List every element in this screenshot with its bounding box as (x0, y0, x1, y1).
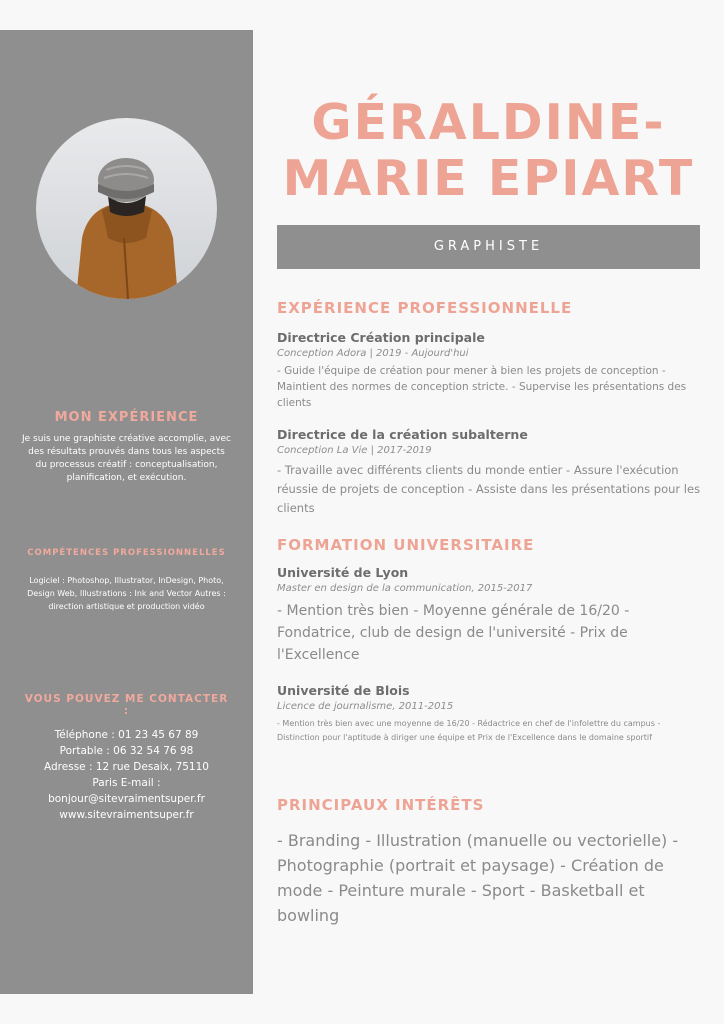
contact-phone: Téléphone : 01 23 45 67 89 (54, 729, 199, 741)
sidebar-skills (22, 548, 231, 613)
interests-section-title: PRINCIPAUX INTÉRÊTS (277, 796, 485, 814)
job-role: Directrice de la création subalterne (277, 427, 528, 442)
job-description: - Guide l'équipe de création pour mener à bien les projets de conception - Maintient des normes de conception stricte. - Supervise les présentations des clients (277, 365, 687, 409)
contact-address-email: Adresse : 12 rue Desaix, 75110 Paris E-mail : bonjour@sitevraimentsuper.fr (44, 761, 209, 805)
name-line-1: GÉRALDINE- (311, 94, 666, 151)
job-title-bar: GRAPHISTE (277, 225, 700, 269)
school-meta: Master en design de la communication, 2015-2017 (277, 583, 533, 594)
contact-website: www.sitevraimentsuper.fr (59, 809, 194, 821)
job-entry (277, 427, 702, 518)
interests-text: - Branding - Illustration (manuelle ou vectorielle) - Photographie (portrait et paysage) - Création de mode - Peinture murale - Sport - Basketball et bowling (277, 831, 679, 925)
school-description: - Mention très bien avec une moyenne de 16/20 - Rédactrice en chef de l'infolettre du campus - Distinction pour l'aptitude à diriger une équipe et Prix de l'Excellence dans le domaine sportif (277, 719, 661, 742)
education-entry (277, 565, 702, 666)
sidebar-contact (22, 693, 231, 823)
sidebar-skills-text: Logiciel : Photoshop, Illustrator, InDesign, Photo, Design Web, Illustrations : Ink and Vector Autres : direction artistique et production vidéo (27, 576, 226, 611)
school-meta: Licence de journalisme, 2011-2015 (277, 701, 454, 712)
job-description: - Travaille avec différents clients du monde entier - Assure l'exécution réussie de projets de conception - Assiste dans les présentations pour les clients (277, 463, 701, 515)
job-role: Directrice Création principale (277, 330, 485, 345)
job-meta: Conception Adora | 2019 - Aujourd'hui (277, 348, 469, 359)
sidebar-skills-title: COMPÉTENCES PROFESSIONNELLES (27, 548, 226, 558)
education-section-title: FORMATION UNIVERSITAIRE (277, 536, 535, 554)
job-entry (277, 330, 702, 411)
job-meta: Conception La Vie | 2017-2019 (277, 445, 432, 456)
sidebar-experience (22, 410, 231, 485)
sidebar-experience-text: Je suis une graphiste créative accomplie, avec des résultats prouvés dans tous les aspects du processus créatif : conceptualisation, planification, et exécution. (22, 434, 232, 483)
experience-section-title: EXPÉRIENCE PROFESSIONNELLE (277, 299, 573, 317)
school-description: - Mention très bien - Moyenne générale de 16/20 - Fondatrice, club de design de l'université - Prix de l'Excellence (277, 603, 630, 663)
sidebar (0, 30, 253, 994)
school-name: Université de Lyon (277, 565, 409, 580)
profile-photo (36, 118, 217, 299)
name-line-2: MARIE EPIART (282, 150, 695, 207)
education-entry (277, 683, 702, 745)
candidate-name (277, 95, 700, 207)
sidebar-contact-title: VOUS POUVEZ ME CONTACTER : (24, 693, 229, 717)
school-name: Université de Blois (277, 683, 410, 698)
sidebar-experience-title: MON EXPÉRIENCE (54, 410, 199, 425)
contact-mobile: Portable : 06 32 54 76 98 (59, 745, 194, 757)
